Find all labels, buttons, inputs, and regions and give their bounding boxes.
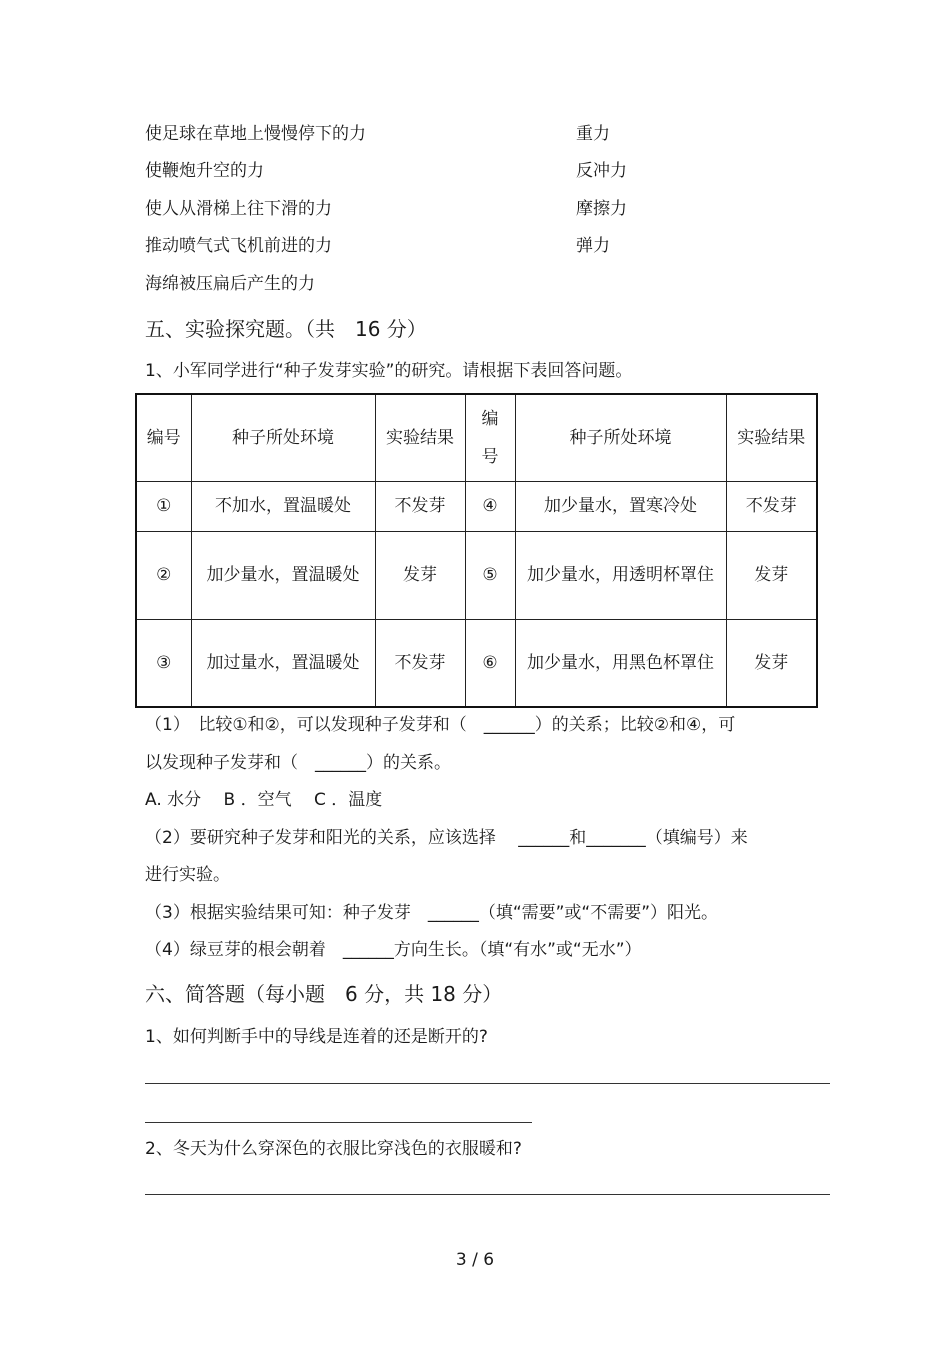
cell-id: ① (136, 481, 191, 531)
cell-id: ④ (465, 481, 515, 531)
match-left-4: 推动喷气式飞机前进的力 (145, 236, 332, 256)
section6-q2: 2、冬天为什么穿深色的衣服比穿浅色的衣服暖和? (145, 1139, 522, 1159)
section5-q1: 1、小军同学进行“种子发芽实验”的研究。请根据下表回答问题。 (145, 361, 633, 381)
match-left-2: 使鞭炮升空的力 (145, 161, 264, 181)
match-right-4: 弹力 (576, 236, 610, 256)
cell-result: 发芽 (726, 531, 817, 619)
match-left-5: 海绵被压扁后产生的力 (145, 274, 315, 294)
table-header-row (136, 394, 817, 481)
header-id-1: 编号 (136, 394, 191, 481)
section5-options: A. 水分 B ．空气 C ．温度 (145, 790, 383, 810)
cell-env: 加少量水，置温暖处 (191, 531, 375, 619)
cell-result: 发芽 (375, 531, 465, 619)
cell-env: 加过量水，置温暖处 (191, 619, 375, 707)
cell-env: 加少量水，用透明杯罩住 (515, 531, 726, 619)
answer-line[interactable] (145, 1083, 830, 1084)
cell-result: 不发芽 (375, 619, 465, 707)
match-left-3: 使人从滑梯上往下滑的力 (145, 199, 332, 219)
match-left-1: 使足球在草地上慢慢停下的力 (145, 124, 366, 144)
header-result-1: 实验结果 (375, 394, 465, 481)
table-row (136, 481, 817, 531)
cell-env: 加少量水，置寒冷处 (515, 481, 726, 531)
cell-result: 不发芽 (375, 481, 465, 531)
cell-env: 不加水，置温暖处 (191, 481, 375, 531)
page-number: 3 / 6 (455, 1250, 495, 1270)
cell-result: 不发芽 (726, 481, 817, 531)
section5-sub2a: （2）要研究种子发芽和阳光的关系，应该选择 ______和_______（填编号）来 (145, 828, 748, 848)
match-right-1: 重力 (576, 124, 610, 144)
answer-line[interactable] (145, 1194, 830, 1195)
match-right-3: 摩擦力 (576, 199, 627, 219)
cell-id: ⑤ (465, 531, 515, 619)
section5-title: 五、实验探究题。（共 16 分） (145, 317, 427, 341)
table-row (136, 619, 817, 707)
cell-id: ⑥ (465, 619, 515, 707)
answer-line[interactable] (145, 1122, 532, 1123)
header-id-2: 编号 (465, 394, 515, 481)
match-right-2: 反冲力 (576, 161, 627, 181)
section5-sub1b: 以发现种子发芽和（ ______）的关系。 (145, 753, 451, 773)
header-result-2: 实验结果 (726, 394, 817, 481)
cell-result: 发芽 (726, 619, 817, 707)
header-env-1: 种子所处环境 (191, 394, 375, 481)
table-row (136, 531, 817, 619)
section6-q1: 1、如何判断手中的导线是连着的还是断开的? (145, 1027, 488, 1047)
section5-sub3: （3）根据实验结果可知：种子发芽 ______（填“需要”或“不需要”）阳光。 (145, 903, 719, 923)
cell-env: 加少量水，用黑色杯罩住 (515, 619, 726, 707)
section5-sub4: （4）绿豆芽的根会朝着 ______方向生长。（填“有水”或“无水”） (145, 940, 642, 960)
cell-id: ③ (136, 619, 191, 707)
seed-experiment-table (135, 393, 818, 708)
header-env-2: 种子所处环境 (515, 394, 726, 481)
section5-sub2b: 进行实验。 (145, 865, 230, 885)
cell-id: ② (136, 531, 191, 619)
section6-title: 六、简答题（每小题 6 分，共 18 分） (145, 982, 503, 1006)
section5-sub1a: （1） 比较①和②，可以发现种子发芽和（ ______）的关系；比较②和④，可 (145, 715, 736, 735)
